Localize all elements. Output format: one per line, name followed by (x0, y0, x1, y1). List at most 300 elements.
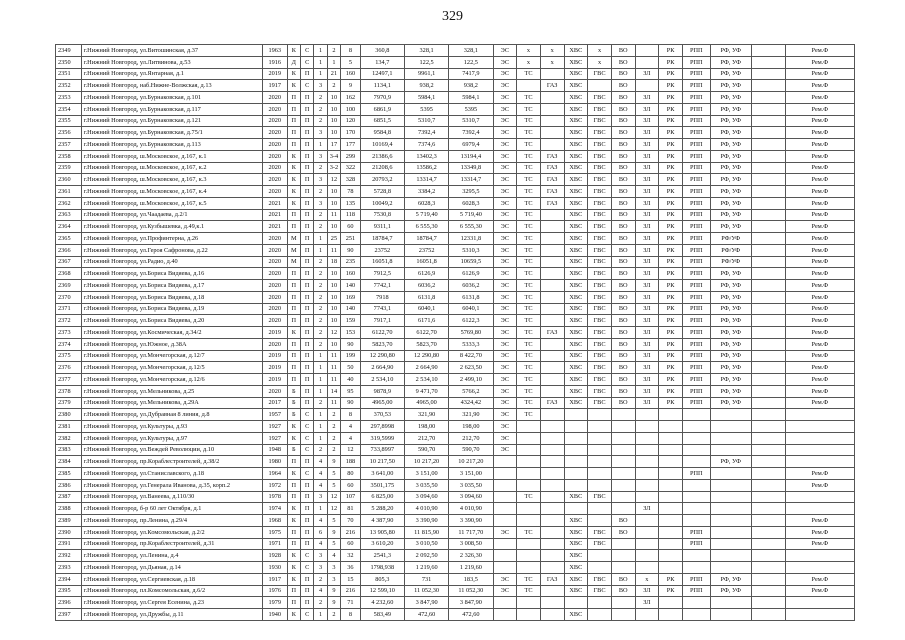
table-cell: П (301, 233, 314, 245)
table-cell: 1976 (262, 585, 287, 597)
table-cell (517, 550, 541, 562)
row-number-cell: 2385 (56, 468, 82, 480)
table-row (56, 385, 855, 397)
row-number-cell: 2365 (56, 233, 82, 245)
table-cell (517, 609, 541, 621)
table-cell: РФ, УФ (710, 80, 751, 92)
table-cell: 8 (341, 45, 361, 57)
table-cell: П (301, 338, 314, 350)
table-row (56, 197, 855, 209)
table-cell: ТС (517, 350, 541, 362)
table-cell: РПП (682, 244, 710, 256)
table-cell: ЭС (493, 444, 517, 456)
table-cell: 6122,3 (449, 315, 493, 327)
table-cell: 4 (314, 585, 327, 597)
table-cell: 1927 (262, 432, 287, 444)
table-cell: ХВС (564, 209, 588, 221)
table-cell (751, 92, 785, 104)
table-cell: ЭС (493, 221, 517, 233)
table-cell: 3 641,00 (360, 468, 404, 480)
table-cell: 80 (341, 468, 361, 480)
table-cell: 3 847,90 (449, 597, 493, 609)
table-cell: х (540, 45, 564, 57)
table-cell (540, 362, 564, 374)
table-cell: РПП (682, 221, 710, 233)
table-cell: Рем.Ф (785, 397, 854, 409)
table-cell: 1917 (262, 80, 287, 92)
table-cell: 2 664,90 (360, 362, 404, 374)
table-cell: 8 422,70 (449, 350, 493, 362)
table-cell (659, 538, 683, 550)
table-cell: 1 (314, 374, 327, 386)
table-cell: 6 825,00 (360, 491, 404, 503)
table-cell: 13402,3 (404, 150, 448, 162)
table-cell: 297,8998 (360, 421, 404, 433)
table-cell (659, 468, 683, 480)
table-row (56, 68, 855, 80)
table-cell: С (301, 562, 314, 574)
table-cell: 2 (314, 268, 327, 280)
table-cell: ХВС (564, 92, 588, 104)
row-number-cell: 2387 (56, 491, 82, 503)
table-cell (517, 80, 541, 92)
address-cell: г.Нижний Новгород, наб.Нижне-Волжская, д.13 (81, 80, 262, 92)
table-cell: К (287, 515, 300, 527)
table-cell: ХВС (564, 397, 588, 409)
table-cell: 16051,8 (404, 256, 448, 268)
table-cell: 3 (314, 174, 327, 186)
table-cell (493, 479, 517, 491)
table-cell: 2020 (262, 338, 287, 350)
table-cell: 7917,1 (360, 315, 404, 327)
table-row (56, 468, 855, 480)
table-cell (611, 479, 635, 491)
table-cell: ХВС (564, 562, 588, 574)
table-cell: 3 (314, 150, 327, 162)
table-cell: 2021 (262, 209, 287, 221)
table-cell: К (287, 562, 300, 574)
table-cell: ТС (517, 585, 541, 597)
table-cell: С (301, 56, 314, 68)
table-cell (751, 550, 785, 562)
table-cell: 10 217,20 (404, 456, 448, 468)
table-cell: 6040,1 (404, 303, 448, 315)
table-cell: 25 (327, 233, 340, 245)
table-cell: П (301, 503, 314, 515)
table-cell: ТС (517, 221, 541, 233)
table-cell: 2 (314, 280, 327, 292)
table-cell: Рем.Ф (785, 338, 854, 350)
table-cell (540, 233, 564, 245)
table-cell: ЗЛ (635, 362, 659, 374)
table-cell: 2019 (262, 350, 287, 362)
table-cell: РК (659, 585, 683, 597)
table-cell: 11 (327, 350, 340, 362)
table-cell: 21208,6 (360, 162, 404, 174)
table-cell: 140 (341, 280, 361, 292)
table-cell: ЭС (493, 68, 517, 80)
table-cell: ХВС (564, 45, 588, 57)
row-number-cell: 2393 (56, 562, 82, 574)
table-cell: 2020 (262, 315, 287, 327)
table-cell: 170 (341, 127, 361, 139)
table-cell: 11 (327, 244, 340, 256)
table-cell: ХВС (564, 233, 588, 245)
table-cell: ЗЛ (635, 350, 659, 362)
table-cell: Рем.Ф (785, 327, 854, 339)
table-cell: 1134,1 (360, 80, 404, 92)
table-cell: ЭС (493, 209, 517, 221)
table-cell: ГВС (588, 186, 612, 198)
table-cell: ХВС (564, 162, 588, 174)
table-cell: РПП (682, 397, 710, 409)
table-cell: 5 (327, 468, 340, 480)
table-cell: Рем.Ф (785, 92, 854, 104)
table-cell: П (301, 538, 314, 550)
table-row (56, 186, 855, 198)
table-cell: С (301, 444, 314, 456)
table-cell: К (287, 150, 300, 162)
table-cell: РК (659, 338, 683, 350)
table-cell: ТС (517, 374, 541, 386)
table-cell (682, 609, 710, 621)
table-cell (682, 409, 710, 421)
table-cell: 5769,80 (449, 327, 493, 339)
table-cell: РФ, УФ (710, 103, 751, 115)
table-cell: ВО (611, 315, 635, 327)
table-cell: 118 (341, 209, 361, 221)
table-cell (540, 315, 564, 327)
table-cell (751, 233, 785, 245)
table-cell: 11 052,30 (404, 585, 448, 597)
table-cell: 4 (341, 432, 361, 444)
table-cell: Рем.Ф (785, 385, 854, 397)
table-cell: Б (287, 444, 300, 456)
table-cell: 6 (314, 526, 327, 538)
table-cell: 6979,4 (449, 139, 493, 151)
table-cell: 5 288,20 (360, 503, 404, 515)
table-cell: 590,70 (404, 444, 448, 456)
table-cell (517, 597, 541, 609)
table-cell: 160 (341, 268, 361, 280)
row-number-cell: 2362 (56, 197, 82, 209)
table-cell: 23752 (360, 244, 404, 256)
table-cell: ГВС (588, 162, 612, 174)
table-cell: 1948 (262, 444, 287, 456)
table-cell: 2 (314, 291, 327, 303)
table-cell: П (287, 92, 300, 104)
table-cell (611, 491, 635, 503)
table-cell: РПП (682, 127, 710, 139)
address-cell: г.Нижний Новгород, ул.Мончегорская, д.12/6 (81, 374, 262, 386)
table-cell: С (301, 550, 314, 562)
table-cell: 2019 (262, 374, 287, 386)
row-number-cell: 2359 (56, 162, 82, 174)
table-cell (751, 374, 785, 386)
table-cell: ЗЛ (635, 186, 659, 198)
address-cell: г.Нижний Новгород, ул.Дьяная, д.14 (81, 562, 262, 574)
table-cell: 7918 (360, 291, 404, 303)
table-cell: ЗЛ (635, 291, 659, 303)
address-cell: г.Нижний Новгород, ул.Генерала Иванова, д.35, корп.2 (81, 479, 262, 491)
table-row (56, 409, 855, 421)
table-cell: 12 599,10 (360, 585, 404, 597)
table-cell: ТС (517, 491, 541, 503)
table-cell: ЭС (493, 291, 517, 303)
table-cell: 169 (341, 291, 361, 303)
table-cell: ТС (517, 186, 541, 198)
table-cell: 10659,5 (449, 256, 493, 268)
table-cell: ХВС (564, 174, 588, 186)
table-cell: ХВС (564, 244, 588, 256)
table-cell (493, 515, 517, 527)
table-cell (682, 491, 710, 503)
table-cell: ЗЛ (635, 127, 659, 139)
table-cell: Рем.Ф (785, 350, 854, 362)
table-cell: ХВС (564, 303, 588, 315)
table-cell: ХВС (564, 150, 588, 162)
table-cell: ТС (517, 280, 541, 292)
table-cell (540, 280, 564, 292)
table-cell: 2020 (262, 233, 287, 245)
table-cell: ГВС (588, 103, 612, 115)
table-cell: ХВС (564, 221, 588, 233)
table-cell: К (287, 186, 300, 198)
table-cell: ЗЛ (635, 280, 659, 292)
table-cell: 2 (327, 409, 340, 421)
table-cell: РПП (682, 92, 710, 104)
table-cell: 2 534,10 (404, 374, 448, 386)
table-cell: РПП (682, 197, 710, 209)
table-cell: ГВС (588, 221, 612, 233)
table-cell (493, 597, 517, 609)
table-cell (588, 597, 612, 609)
table-cell: 70 (341, 515, 361, 527)
table-cell: ЗЛ (635, 397, 659, 409)
table-cell: С (301, 80, 314, 92)
table-cell: ВО (611, 221, 635, 233)
table-cell (751, 609, 785, 621)
row-number-cell: 2395 (56, 585, 82, 597)
row-number-cell: 2350 (56, 56, 82, 68)
address-cell: г.Нижний Новгород, пр.Ленина, д.29/4 (81, 515, 262, 527)
table-cell (682, 479, 710, 491)
table-cell: 2021 (262, 221, 287, 233)
table-cell: 2 664,90 (404, 362, 448, 374)
table-cell: 2020 (262, 115, 287, 127)
table-cell: ЭС (493, 174, 517, 186)
table-cell: 5395 (404, 103, 448, 115)
table-cell (710, 444, 751, 456)
table-cell (540, 115, 564, 127)
table-cell: ГАЗ (540, 150, 564, 162)
table-cell: ГВС (588, 244, 612, 256)
table-cell (710, 538, 751, 550)
table-cell: П (301, 374, 314, 386)
table-cell (751, 491, 785, 503)
table-cell: РФ, УФ (710, 327, 751, 339)
table-cell: 2 (314, 597, 327, 609)
table-cell (517, 503, 541, 515)
table-cell: М (287, 244, 300, 256)
table-cell: 10 217,50 (360, 456, 404, 468)
table-cell: 2019 (262, 68, 287, 80)
table-cell (635, 80, 659, 92)
table-cell: ТС (517, 92, 541, 104)
table-cell: 5 (327, 538, 340, 550)
table-cell (588, 550, 612, 562)
table-cell: П (287, 585, 300, 597)
table-cell: РПП (682, 315, 710, 327)
table-cell: РПП (682, 174, 710, 186)
table-cell: ЭС (493, 350, 517, 362)
table-cell: 2 092,50 (404, 550, 448, 562)
table-cell: Рем.Ф (785, 127, 854, 139)
table-cell: ВО (611, 280, 635, 292)
table-cell (751, 362, 785, 374)
table-cell: П (287, 350, 300, 362)
table-cell (611, 409, 635, 421)
table-cell: ХВС (564, 315, 588, 327)
table-cell (540, 338, 564, 350)
table-cell: Рем.Ф (785, 68, 854, 80)
table-cell: 4 (341, 421, 361, 433)
table-cell: 1 219,60 (404, 562, 448, 574)
table-cell: 1 (327, 56, 340, 68)
table-cell: 3 610,20 (360, 538, 404, 550)
table-cell: ЭС (493, 127, 517, 139)
table-cell: 10 (327, 291, 340, 303)
table-cell: 6851,5 (360, 115, 404, 127)
table-cell (751, 338, 785, 350)
table-cell: ГВС (588, 115, 612, 127)
table-cell: С (301, 45, 314, 57)
row-number-cell: 2375 (56, 350, 82, 362)
table-cell: 1 (314, 432, 327, 444)
table-cell: ГВС (588, 526, 612, 538)
table-cell (682, 456, 710, 468)
table-cell (540, 291, 564, 303)
table-cell: 3 (327, 562, 340, 574)
address-cell: г.Нижний Новгород, ул.Культуры, д.97 (81, 432, 262, 444)
table-cell: 216 (341, 585, 361, 597)
table-row (56, 244, 855, 256)
table-cell: Рем.Ф (785, 186, 854, 198)
table-cell: РПП (682, 291, 710, 303)
table-cell: ВО (611, 209, 635, 221)
table-cell: Рем.Ф (785, 585, 854, 597)
table-cell: 11 (327, 374, 340, 386)
table-cell: 472,60 (404, 609, 448, 621)
table-cell (785, 421, 854, 433)
table-cell: РК (659, 127, 683, 139)
table-cell: 3 390,90 (449, 515, 493, 527)
table-cell: П (287, 303, 300, 315)
table-row (56, 432, 855, 444)
table-cell (751, 432, 785, 444)
table-cell (540, 268, 564, 280)
table-cell: 2 (314, 338, 327, 350)
table-cell: РК (659, 233, 683, 245)
table-cell: 1957 (262, 409, 287, 421)
table-cell: ХВС (564, 115, 588, 127)
table-cell: РПП (682, 56, 710, 68)
table-row (56, 573, 855, 585)
address-cell: г.Нижний Новгород, ул.Чаадаева, д.2/1 (81, 209, 262, 221)
table-cell: 5 719,40 (449, 209, 493, 221)
table-cell (564, 503, 588, 515)
table-cell (611, 597, 635, 609)
table-cell: 4 010,90 (449, 503, 493, 515)
table-row (56, 127, 855, 139)
table-cell (785, 597, 854, 609)
table-cell: 1 (314, 409, 327, 421)
table-cell: РПП (682, 362, 710, 374)
table-cell (564, 432, 588, 444)
table-cell (611, 421, 635, 433)
table-cell (710, 479, 751, 491)
table-cell: 11 815,90 (404, 526, 448, 538)
table-cell: 10049,2 (360, 197, 404, 209)
table-cell: 4 010,90 (404, 503, 448, 515)
table-cell: К (287, 573, 300, 585)
table-cell (659, 479, 683, 491)
table-row (56, 456, 855, 468)
table-cell: ЭС (493, 197, 517, 209)
table-cell: 7742,1 (360, 280, 404, 292)
table-cell: 71 (341, 597, 361, 609)
table-cell: ЗЛ (635, 209, 659, 221)
table-cell: Рем.Ф (785, 280, 854, 292)
table-cell: Рем.Ф (785, 268, 854, 280)
table-cell: 60 (341, 538, 361, 550)
table-cell: К (287, 80, 300, 92)
table-cell: 10 (327, 103, 340, 115)
table-cell: 2 (314, 92, 327, 104)
table-cell: ЗЛ (635, 103, 659, 115)
table-cell: ЗЛ (635, 315, 659, 327)
table-cell: 100 (341, 103, 361, 115)
table-cell: 3 094,60 (449, 491, 493, 503)
table-cell: ТС (517, 209, 541, 221)
table-cell: П (301, 385, 314, 397)
table-row (56, 56, 855, 68)
table-cell: ВО (611, 585, 635, 597)
table-cell: 18784,7 (404, 233, 448, 245)
table-cell: ЭС (493, 80, 517, 92)
table-cell: Рем.Ф (785, 303, 854, 315)
table-cell: П (301, 197, 314, 209)
table-cell: 6131,8 (404, 291, 448, 303)
table-cell: ЭС (493, 280, 517, 292)
table-cell: РПП (682, 573, 710, 585)
table-cell: 2019 (262, 327, 287, 339)
table-row (56, 327, 855, 339)
address-cell: г.Нижний Новгород, ул.Веждей Революции, д.10 (81, 444, 262, 456)
table-cell: 135 (341, 197, 361, 209)
table-cell: 23752 (404, 244, 448, 256)
table-cell: 6861,9 (360, 103, 404, 115)
table-cell (751, 45, 785, 57)
table-cell: 90 (341, 244, 361, 256)
table-cell: ГВС (588, 374, 612, 386)
table-cell: 120 (341, 115, 361, 127)
table-cell: 2019 (262, 362, 287, 374)
table-cell: 6040,1 (449, 303, 493, 315)
table-cell: ХВС (564, 139, 588, 151)
table-cell (710, 503, 751, 515)
table-cell: 10 (327, 303, 340, 315)
